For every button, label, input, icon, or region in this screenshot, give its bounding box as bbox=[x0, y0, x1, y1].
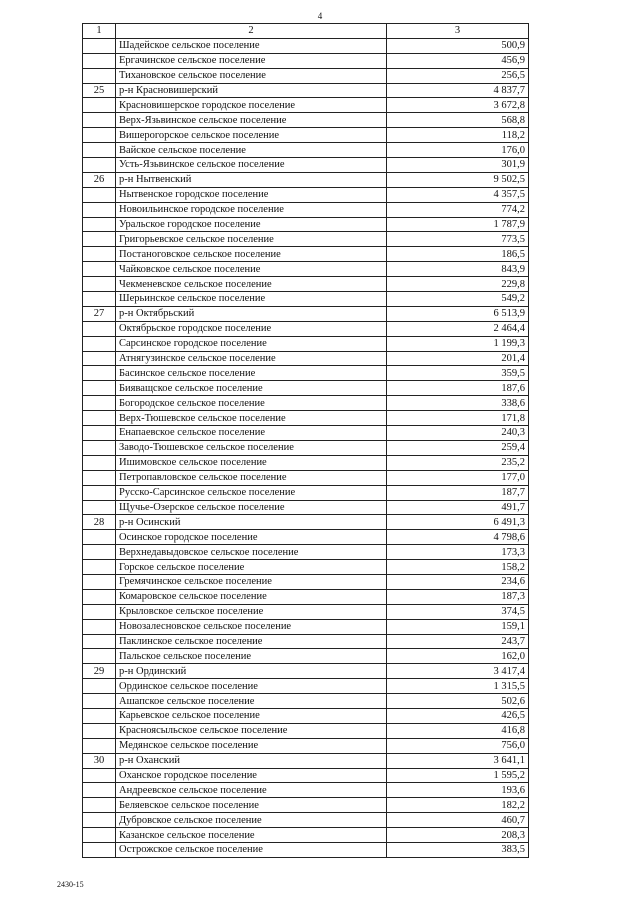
table-row bbox=[83, 545, 529, 560]
table-row bbox=[83, 113, 529, 128]
row-value: 6 513,9 bbox=[387, 306, 529, 321]
row-value: 1 315,5 bbox=[387, 679, 529, 694]
row-name: Вайское сельское поселение bbox=[116, 143, 387, 158]
header-col-3: 3 bbox=[387, 24, 529, 39]
row-number bbox=[83, 589, 116, 604]
row-value: 774,2 bbox=[387, 202, 529, 217]
row-value: 460,7 bbox=[387, 813, 529, 828]
row-value: 456,9 bbox=[387, 53, 529, 68]
row-value: 159,1 bbox=[387, 619, 529, 634]
row-name: Постаноговское сельское поселение bbox=[116, 247, 387, 262]
row-number: 30 bbox=[83, 753, 116, 768]
row-name: Казанское сельское поселение bbox=[116, 828, 387, 843]
row-name: Григорьевское сельское поселение bbox=[116, 232, 387, 247]
row-name: Карьевское сельское поселение bbox=[116, 708, 387, 723]
table-row bbox=[83, 828, 529, 843]
table-row bbox=[83, 500, 529, 515]
table-row bbox=[83, 589, 529, 604]
row-name: Паклинское сельское поселение bbox=[116, 634, 387, 649]
table-row bbox=[83, 292, 529, 307]
row-name: Русско-Сарсинское сельское поселение bbox=[116, 485, 387, 500]
row-name: Енапаевское сельское поселение bbox=[116, 426, 387, 441]
table-row bbox=[83, 694, 529, 709]
row-name: Октябрьское городское поселение bbox=[116, 321, 387, 336]
row-name: Новозалесновское сельское поселение bbox=[116, 619, 387, 634]
row-value: 4 798,6 bbox=[387, 530, 529, 545]
table-row bbox=[83, 723, 529, 738]
table-row bbox=[83, 455, 529, 470]
row-number bbox=[83, 738, 116, 753]
table-row bbox=[83, 38, 529, 53]
row-name: Басинское сельское поселение bbox=[116, 366, 387, 381]
row-value: 234,6 bbox=[387, 574, 529, 589]
row-value: 843,9 bbox=[387, 262, 529, 277]
row-value: 118,2 bbox=[387, 128, 529, 143]
row-value: 186,5 bbox=[387, 247, 529, 262]
row-name: Новоильинское городское поселение bbox=[116, 202, 387, 217]
row-number bbox=[83, 485, 116, 500]
table-row bbox=[83, 664, 529, 679]
table-row bbox=[83, 187, 529, 202]
table-row bbox=[83, 768, 529, 783]
page-number: 4 bbox=[317, 11, 323, 21]
row-number bbox=[83, 336, 116, 351]
table-row bbox=[83, 306, 529, 321]
row-name: Оханское городское поселение bbox=[116, 768, 387, 783]
row-name: Уральское городское поселение bbox=[116, 217, 387, 232]
table-row bbox=[83, 217, 529, 232]
table-row bbox=[83, 634, 529, 649]
row-value: 416,8 bbox=[387, 723, 529, 738]
row-value: 383,5 bbox=[387, 842, 529, 857]
table-row bbox=[83, 53, 529, 68]
row-name: Горское сельское поселение bbox=[116, 560, 387, 575]
row-value: 162,0 bbox=[387, 649, 529, 664]
row-value: 256,5 bbox=[387, 68, 529, 83]
row-value: 6 491,3 bbox=[387, 515, 529, 530]
table-row bbox=[83, 813, 529, 828]
row-number bbox=[83, 247, 116, 262]
row-value: 1 199,3 bbox=[387, 336, 529, 351]
header-col-1: 1 bbox=[83, 24, 116, 39]
row-number bbox=[83, 292, 116, 307]
row-name: Щучье-Озерское сельское поселение bbox=[116, 500, 387, 515]
table-row bbox=[83, 128, 529, 143]
row-value: 549,2 bbox=[387, 292, 529, 307]
row-number bbox=[83, 202, 116, 217]
row-number bbox=[83, 396, 116, 411]
row-value: 240,3 bbox=[387, 426, 529, 441]
row-number bbox=[83, 649, 116, 664]
table-row bbox=[83, 649, 529, 664]
row-name: р-н Оханский bbox=[116, 753, 387, 768]
row-name: Осинское городское поселение bbox=[116, 530, 387, 545]
row-number bbox=[83, 470, 116, 485]
row-number bbox=[83, 68, 116, 83]
row-name: Заводо-Тюшевское сельское поселение bbox=[116, 440, 387, 455]
row-value: 359,5 bbox=[387, 366, 529, 381]
row-number bbox=[83, 619, 116, 634]
row-name: Андреевское сельское поселение bbox=[116, 783, 387, 798]
row-number bbox=[83, 232, 116, 247]
row-value: 187,7 bbox=[387, 485, 529, 500]
row-name: р-н Осинский bbox=[116, 515, 387, 530]
row-number bbox=[83, 158, 116, 173]
row-value: 208,3 bbox=[387, 828, 529, 843]
row-value: 426,5 bbox=[387, 708, 529, 723]
row-number bbox=[83, 560, 116, 575]
table-row bbox=[83, 158, 529, 173]
row-number bbox=[83, 277, 116, 292]
table-row bbox=[83, 336, 529, 351]
table-row bbox=[83, 277, 529, 292]
table-row bbox=[83, 381, 529, 396]
row-value: 4 837,7 bbox=[387, 83, 529, 98]
row-name: Нытвенское городское поселение bbox=[116, 187, 387, 202]
row-number: 29 bbox=[83, 664, 116, 679]
table-row bbox=[83, 530, 529, 545]
table-row bbox=[83, 470, 529, 485]
row-number bbox=[83, 411, 116, 426]
row-number bbox=[83, 426, 116, 441]
row-name: Комаровское сельское поселение bbox=[116, 589, 387, 604]
row-name: Атнягузинское сельское поселение bbox=[116, 351, 387, 366]
document-code: 2430-15 bbox=[57, 880, 84, 889]
row-name: Ергачинское сельское поселение bbox=[116, 53, 387, 68]
row-number bbox=[83, 813, 116, 828]
row-number bbox=[83, 351, 116, 366]
row-value: 201,4 bbox=[387, 351, 529, 366]
row-number bbox=[83, 694, 116, 709]
table-row bbox=[83, 262, 529, 277]
row-name: Дубровское сельское поселение bbox=[116, 813, 387, 828]
row-name: Пальское сельское поселение bbox=[116, 649, 387, 664]
table-row bbox=[83, 485, 529, 500]
row-name: Чекменевское сельское поселение bbox=[116, 277, 387, 292]
row-name: Сарсинское городское поселение bbox=[116, 336, 387, 351]
row-value: 773,5 bbox=[387, 232, 529, 247]
row-number bbox=[83, 262, 116, 277]
row-number bbox=[83, 381, 116, 396]
row-name: Верхнедавыдовское сельское поселение bbox=[116, 545, 387, 560]
row-value: 243,7 bbox=[387, 634, 529, 649]
row-number bbox=[83, 38, 116, 53]
row-name: Беляевское сельское поселение bbox=[116, 798, 387, 813]
row-value: 182,2 bbox=[387, 798, 529, 813]
row-name: р-н Нытвенский bbox=[116, 172, 387, 187]
table-row bbox=[83, 574, 529, 589]
row-number bbox=[83, 828, 116, 843]
row-value: 177,0 bbox=[387, 470, 529, 485]
table-row bbox=[83, 366, 529, 381]
row-number bbox=[83, 366, 116, 381]
row-number bbox=[83, 679, 116, 694]
table-row bbox=[83, 515, 529, 530]
table-row bbox=[83, 604, 529, 619]
row-number bbox=[83, 187, 116, 202]
row-value: 229,8 bbox=[387, 277, 529, 292]
table-row bbox=[83, 560, 529, 575]
table-row bbox=[83, 232, 529, 247]
table-row bbox=[83, 68, 529, 83]
row-value: 4 357,5 bbox=[387, 187, 529, 202]
row-name: Крыловское сельское поселение bbox=[116, 604, 387, 619]
row-number bbox=[83, 530, 116, 545]
row-name: Верх-Язьвинское сельское поселение bbox=[116, 113, 387, 128]
row-number bbox=[83, 574, 116, 589]
table-row bbox=[83, 411, 529, 426]
row-value: 176,0 bbox=[387, 143, 529, 158]
row-value: 3 417,4 bbox=[387, 664, 529, 679]
row-value: 173,3 bbox=[387, 545, 529, 560]
row-value: 187,6 bbox=[387, 381, 529, 396]
row-number bbox=[83, 842, 116, 857]
row-number bbox=[83, 440, 116, 455]
row-name: Шадейское сельское поселение bbox=[116, 38, 387, 53]
row-name: Ишимовское сельское поселение bbox=[116, 455, 387, 470]
row-number bbox=[83, 455, 116, 470]
row-name: Медянское сельское поселение bbox=[116, 738, 387, 753]
row-name: Красноясыльское сельское поселение bbox=[116, 723, 387, 738]
row-name: Верх-Тюшевское сельское поселение bbox=[116, 411, 387, 426]
row-number bbox=[83, 321, 116, 336]
row-number bbox=[83, 113, 116, 128]
table-row bbox=[83, 321, 529, 336]
row-name: Богородское сельское поселение bbox=[116, 396, 387, 411]
table-row bbox=[83, 202, 529, 217]
row-value: 193,6 bbox=[387, 783, 529, 798]
row-number bbox=[83, 128, 116, 143]
row-name: Бияващское сельское поселение bbox=[116, 381, 387, 396]
row-name: Красновишерское городское поселение bbox=[116, 98, 387, 113]
table-row bbox=[83, 247, 529, 262]
row-number bbox=[83, 604, 116, 619]
table-row bbox=[83, 83, 529, 98]
row-value: 235,2 bbox=[387, 455, 529, 470]
table-row bbox=[83, 738, 529, 753]
row-name: Тихановское сельское поселение bbox=[116, 68, 387, 83]
table-row bbox=[83, 98, 529, 113]
row-number: 27 bbox=[83, 306, 116, 321]
table-row bbox=[83, 172, 529, 187]
table-row bbox=[83, 619, 529, 634]
row-name: Ашапское сельское поселение bbox=[116, 694, 387, 709]
row-number bbox=[83, 143, 116, 158]
row-number bbox=[83, 768, 116, 783]
table-header-row bbox=[83, 24, 529, 39]
table-row bbox=[83, 753, 529, 768]
row-name: Вишерогорское сельское поселение bbox=[116, 128, 387, 143]
row-value: 158,2 bbox=[387, 560, 529, 575]
row-number bbox=[83, 217, 116, 232]
row-number: 26 bbox=[83, 172, 116, 187]
row-number bbox=[83, 634, 116, 649]
table-row bbox=[83, 708, 529, 723]
row-value: 3 641,1 bbox=[387, 753, 529, 768]
row-value: 9 502,5 bbox=[387, 172, 529, 187]
row-number: 25 bbox=[83, 83, 116, 98]
row-value: 756,0 bbox=[387, 738, 529, 753]
row-name: Чайковское сельское поселение bbox=[116, 262, 387, 277]
table-row bbox=[83, 396, 529, 411]
table-row bbox=[83, 679, 529, 694]
row-name: Острожское сельское поселение bbox=[116, 842, 387, 857]
row-value: 171,8 bbox=[387, 411, 529, 426]
row-name: р-н Ординский bbox=[116, 664, 387, 679]
row-number bbox=[83, 545, 116, 560]
row-value: 301,9 bbox=[387, 158, 529, 173]
table-row bbox=[83, 842, 529, 857]
row-name: Ординское сельское поселение bbox=[116, 679, 387, 694]
row-number bbox=[83, 708, 116, 723]
row-value: 1 595,2 bbox=[387, 768, 529, 783]
data-table bbox=[82, 23, 529, 858]
row-value: 338,6 bbox=[387, 396, 529, 411]
row-value: 502,6 bbox=[387, 694, 529, 709]
row-name: Шерьинское сельское поселение bbox=[116, 292, 387, 307]
row-number: 28 bbox=[83, 515, 116, 530]
row-value: 259,4 bbox=[387, 440, 529, 455]
row-name: Петропавловское сельское поселение bbox=[116, 470, 387, 485]
row-value: 2 464,4 bbox=[387, 321, 529, 336]
row-number bbox=[83, 500, 116, 515]
header-col-2: 2 bbox=[116, 24, 387, 39]
row-name: Гремячинское сельское поселение bbox=[116, 574, 387, 589]
row-value: 568,8 bbox=[387, 113, 529, 128]
row-value: 374,5 bbox=[387, 604, 529, 619]
row-number bbox=[83, 53, 116, 68]
table-row bbox=[83, 783, 529, 798]
row-name: Усть-Язьвинское сельское поселение bbox=[116, 158, 387, 173]
table-row bbox=[83, 440, 529, 455]
row-number bbox=[83, 98, 116, 113]
row-name: р-н Красновишерский bbox=[116, 83, 387, 98]
row-value: 1 787,9 bbox=[387, 217, 529, 232]
row-name: р-н Октябрьский bbox=[116, 306, 387, 321]
row-number bbox=[83, 723, 116, 738]
row-number bbox=[83, 783, 116, 798]
row-value: 3 672,8 bbox=[387, 98, 529, 113]
row-number bbox=[83, 798, 116, 813]
row-value: 500,9 bbox=[387, 38, 529, 53]
row-value: 491,7 bbox=[387, 500, 529, 515]
row-value: 187,3 bbox=[387, 589, 529, 604]
table-row bbox=[83, 351, 529, 366]
table-row bbox=[83, 143, 529, 158]
table-row bbox=[83, 426, 529, 441]
table-row bbox=[83, 798, 529, 813]
